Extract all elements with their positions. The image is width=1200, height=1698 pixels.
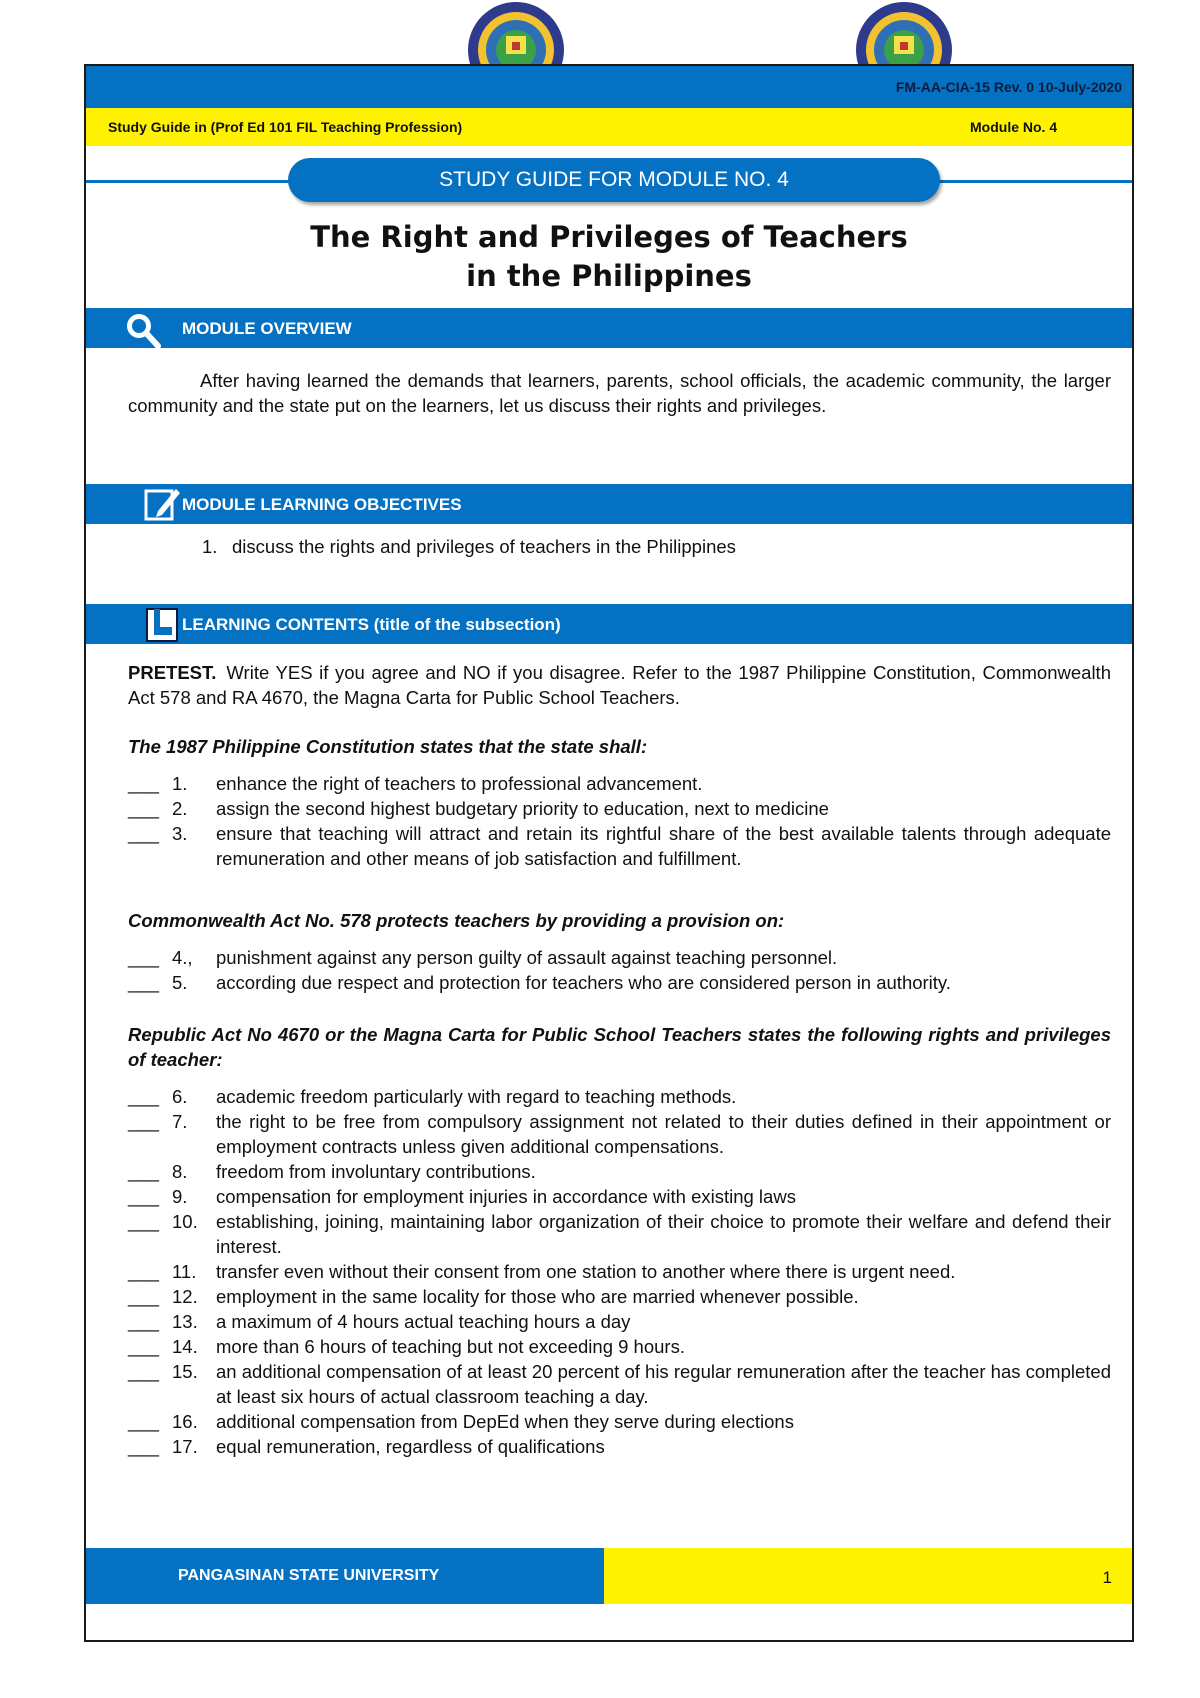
question-number: 10.	[172, 1211, 198, 1232]
question-text: freedom from involuntary contributions.	[216, 1161, 536, 1182]
question-text: enhance the right of teachers to professional advancement.	[216, 773, 703, 794]
answer-blank[interactable]: ___	[128, 1286, 159, 1307]
question-item	[128, 1084, 1111, 1109]
answer-blank[interactable]: ___	[128, 1336, 159, 1357]
question-text: according due respect and protection for teachers who are considered person in authority.	[216, 972, 951, 993]
answer-blank[interactable]: ___	[128, 1261, 159, 1282]
document-page	[84, 64, 1134, 1642]
pretest-instructions	[128, 660, 1111, 710]
question-text: an additional compensation of at least 20 percent of his regular remuneration after the teacher has completed at least six hours of actual classroom teaching a day.	[216, 1361, 1111, 1407]
question-text: equal remuneration, regardless of qualifications	[216, 1436, 605, 1457]
question-item	[128, 1184, 1111, 1209]
university-seal-left	[466, 0, 566, 68]
answer-blank[interactable]: ___	[128, 1411, 159, 1432]
page-title	[86, 218, 1132, 296]
study-guide-title: Study Guide in (Prof Ed 101 FIL Teaching Profession)	[108, 119, 463, 135]
answer-blank[interactable]: ___	[128, 1186, 159, 1207]
footer-blue-block	[86, 1548, 604, 1604]
question-number: 17.	[172, 1436, 198, 1457]
group-heading: Republic Act No 4670 or the Magna Carta for Public School Teachers states the following rights and privileges of teacher:	[128, 1024, 1111, 1070]
study-guide-banner: STUDY GUIDE FOR MODULE NO. 4	[288, 158, 940, 202]
pencil-icon	[144, 485, 182, 523]
question-text: a maximum of 4 hours actual teaching hours a day	[216, 1311, 631, 1332]
section-bar-overview	[86, 308, 1132, 348]
section-label-objectives: MODULE LEARNING OBJECTIVES	[182, 495, 462, 514]
section-bar-contents	[86, 604, 1132, 644]
pretest-text: Write YES if you agree and NO if you disagree. Refer to the 1987 Philippine Constitution, Commonwealth Act 578 and RA 4670, the Magna Carta for Public School Teachers.	[128, 662, 1111, 708]
title-line-1: The Right and Privileges of Teachers	[310, 220, 908, 254]
question-item	[128, 1284, 1111, 1309]
answer-blank[interactable]: ___	[128, 947, 159, 968]
question-text: more than 6 hours of teaching but not exceeding 9 hours.	[216, 1336, 685, 1357]
question-list	[128, 945, 1111, 995]
university-name: PANGASINAN STATE UNIVERSITY	[178, 1567, 440, 1584]
section-label-overview: MODULE OVERVIEW	[182, 319, 352, 338]
magnifier-icon	[122, 309, 164, 349]
answer-blank[interactable]: ___	[128, 1211, 159, 1232]
module-number: Module No. 4	[970, 119, 1058, 135]
question-number: 6.	[172, 1086, 188, 1107]
question-item	[128, 1334, 1111, 1359]
answer-blank[interactable]: ___	[128, 773, 159, 794]
question-list	[128, 1084, 1111, 1459]
answer-blank[interactable]: ___	[128, 1161, 159, 1182]
question-item	[128, 1309, 1111, 1334]
question-text: additional compensation from DepEd when they serve during elections	[216, 1411, 794, 1432]
answer-blank[interactable]: ___	[128, 1436, 159, 1457]
question-number: 5.	[172, 972, 188, 993]
group-heading: Commonwealth Act No. 578 protects teachers by providing a provision on:	[128, 910, 785, 931]
question-text: employment in the same locality for those who are married whenever possible.	[216, 1286, 859, 1307]
question-number: 11.	[172, 1261, 197, 1282]
answer-blank[interactable]: ___	[128, 1086, 159, 1107]
question-number: 15.	[172, 1361, 198, 1382]
header-blue-bar	[86, 66, 1132, 108]
section-bar-objectives	[86, 484, 1132, 524]
question-item	[128, 1409, 1111, 1434]
answer-blank[interactable]: ___	[128, 823, 159, 844]
section-label-contents: LEARNING CONTENTS (title of the subsection)	[182, 615, 561, 634]
question-number: 7.	[172, 1111, 188, 1132]
question-number: 4.,	[172, 947, 193, 968]
question-item	[128, 1209, 1111, 1259]
title-line-2: in the Philippines	[466, 259, 752, 293]
question-number: 1.	[172, 773, 188, 794]
question-item	[128, 821, 1111, 871]
question-item	[128, 1359, 1111, 1409]
question-item	[128, 1434, 1111, 1459]
answer-blank[interactable]: ___	[128, 1311, 159, 1332]
objective-item	[202, 534, 736, 559]
question-item	[128, 1109, 1111, 1159]
question-text: assign the second highest budgetary priority to education, next to medicine	[216, 798, 829, 819]
question-item	[128, 771, 1111, 796]
question-number: 8.	[172, 1161, 188, 1182]
question-item	[128, 945, 1111, 970]
pretest-label: PRETEST.	[128, 662, 217, 683]
header-yellow-bar	[86, 108, 1132, 146]
question-item	[128, 970, 1111, 995]
question-list	[128, 771, 1111, 871]
page-number: 1	[1102, 1568, 1112, 1587]
objective-text: discuss the rights and privileges of teachers in the Philippines	[232, 536, 736, 557]
form-code: FM-AA-CIA-15 Rev. 0 10-July-2020	[895, 79, 1122, 95]
document-icon	[144, 605, 182, 643]
question-text: punishment against any person guilty of assault against teaching personnel.	[216, 947, 838, 968]
group-heading: The 1987 Philippine Constitution states that the state shall:	[128, 736, 648, 757]
question-text: transfer even without their consent from one station to another where there is urgent need.	[216, 1261, 956, 1282]
question-number: 12.	[172, 1286, 198, 1307]
question-number: 14.	[172, 1336, 198, 1357]
university-seal-right	[854, 0, 954, 68]
question-number: 13.	[172, 1311, 198, 1332]
question-item	[128, 1159, 1111, 1184]
question-text: compensation for employment injuries in accordance with existing laws	[216, 1186, 796, 1207]
question-item	[128, 796, 1111, 821]
question-text: establishing, joining, maintaining labor organization of their choice to promote their welfare and defend their interest.	[216, 1211, 1111, 1257]
question-text: ensure that teaching will attract and retain its rightful share of the best available talents through adequate remuneration and other means of job satisfaction and fulfillment.	[216, 823, 1111, 869]
question-text: the right to be free from compulsory assignment not related to their duties defined in their appointment or employment contracts unless given additional compensations.	[216, 1111, 1111, 1157]
answer-blank[interactable]: ___	[128, 798, 159, 819]
answer-blank[interactable]: ___	[128, 1111, 159, 1132]
answer-blank[interactable]: ___	[128, 972, 159, 993]
question-number: 3.	[172, 823, 188, 844]
objective-number: 1.	[202, 536, 218, 557]
question-number: 9.	[172, 1186, 188, 1207]
question-number: 2.	[172, 798, 188, 819]
answer-blank[interactable]: ___	[128, 1361, 159, 1382]
footer-yellow-block	[604, 1548, 1132, 1604]
question-item	[128, 1259, 1111, 1284]
question-number: 16.	[172, 1411, 198, 1432]
question-text: academic freedom particularly with regard to teaching methods.	[216, 1086, 737, 1107]
overview-text: After having learned the demands that learners, parents, school officials, the academic community, the larger community and the state put on the learners, let us discuss their rights and privileges.	[128, 370, 1111, 416]
